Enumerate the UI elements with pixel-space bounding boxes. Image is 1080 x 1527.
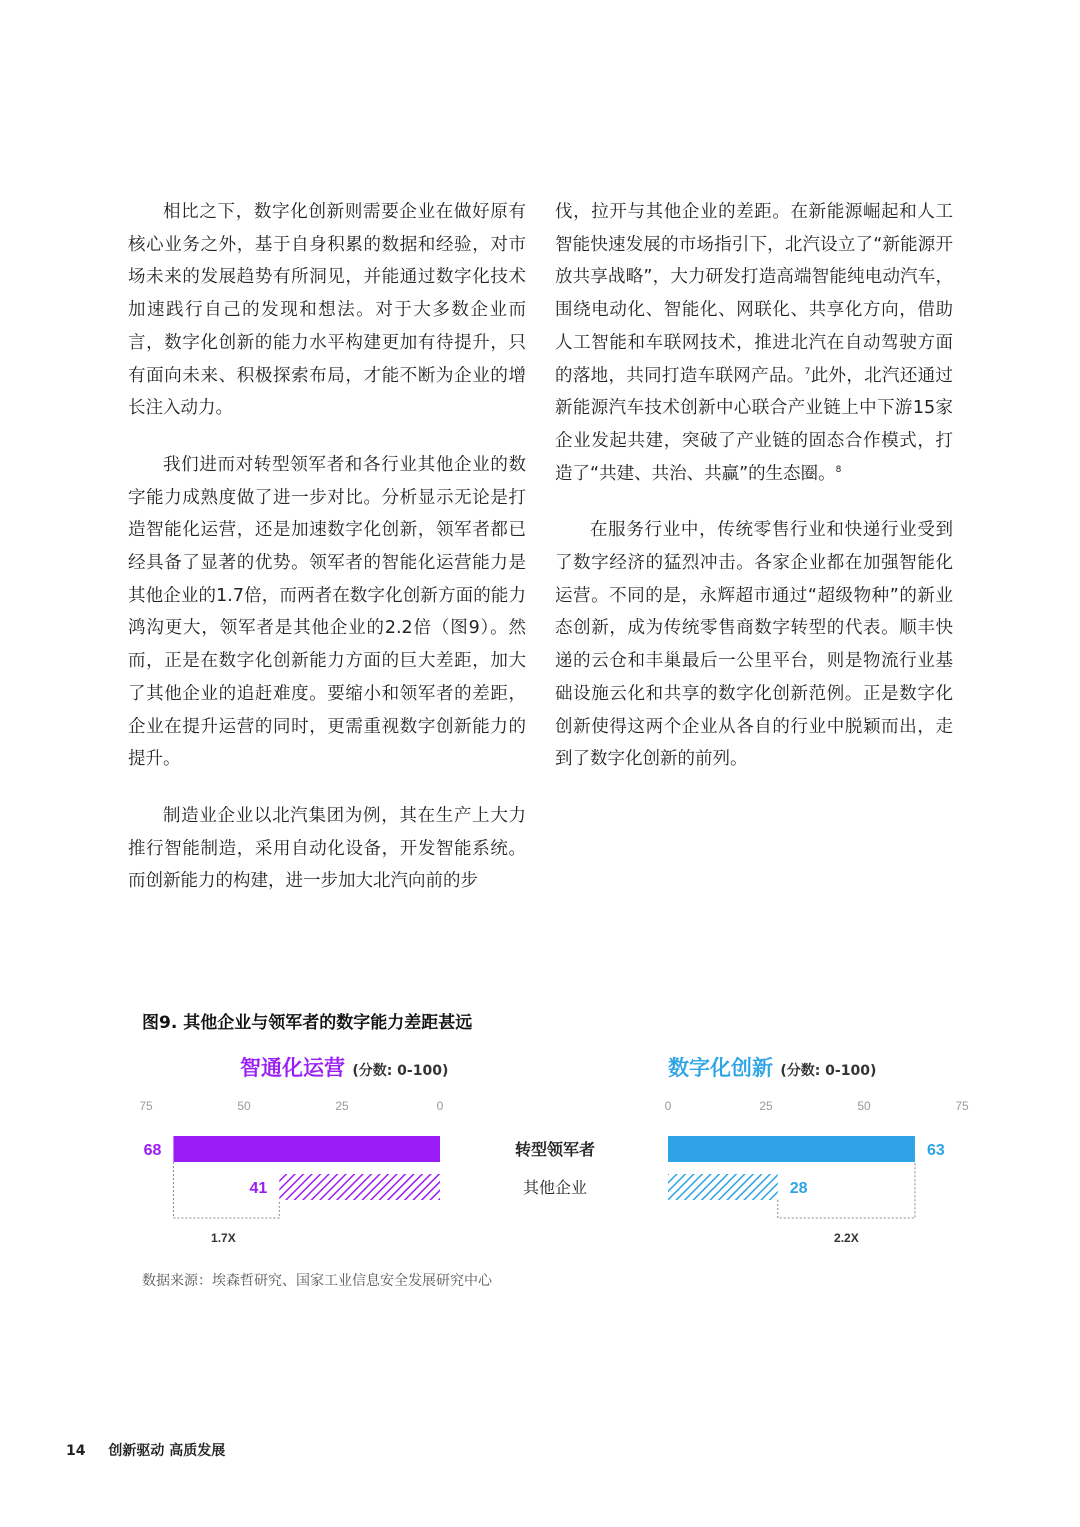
bar-leader-innovation [668, 1136, 915, 1162]
page-footer [66, 1440, 225, 1460]
figure-title: 图9. 其他企业与领军者的数字能力差距甚远 [142, 1013, 473, 1033]
paragraph: 我们进而对转型领军者和各行业其他企业的数字能力成熟度做了进一步对比。分析显示无论是打造智能化运营，还是加速数字化创新，领军者都已经具备了显著的优势。领军者的智能化运营能力是其他企业的1.7倍，而两者在数字化创新方面的能力鸿沟更大，领军者是其他企业的2.2倍（图9）。然而，正是在数字化创新能力方面的巨大差距，加大了其他企业的追赶难度。要缩小和领军者的差距，企业在提升运营的同时，更需重视数字创新能力的提升。 [128, 454, 526, 770]
footnote-ref: 7 [804, 366, 811, 377]
value-label-others-innovation: 28 [789, 1180, 808, 1197]
chart-unit-label: (分数: 0-100) [352, 1063, 449, 1079]
value-label-others-operations: 41 [249, 1180, 268, 1197]
value-label-leader-innovation: 63 [926, 1142, 945, 1159]
paragraph: 在服务行业中，传统零售行业和快递行业受到了数字经济的猛烈冲击。各家企业都在加强智能化运营。不同的是，永辉超市通过“超级物种”的新业态创新，成为传统零售商数字转型的代表。顺丰快递的云仓和丰巢最后一公里平台，则是物流行业基础设施云化和共享的数字化创新范例。正是数字化创新使得这两个企业从各自的行业中脱颖而出，走到了数字化创新的前列。 [555, 520, 953, 770]
paragraph: 制造业企业以北汽集团为例，其在生产上大力推行智能制造，采用自动化设备，开发智能系统。而创新能力的构建，进一步加大北汽向前的步 [128, 805, 526, 892]
axis-tick-label: 75 [955, 1099, 969, 1113]
value-label-leader-operations: 68 [143, 1142, 162, 1159]
page-number: 14 [66, 1443, 86, 1459]
axis-tick-label: 50 [857, 1099, 871, 1113]
chart-unit-label: (分数: 0-100) [780, 1063, 877, 1079]
axis-tick-label: 75 [139, 1099, 153, 1113]
footnote-ref: 8 [835, 464, 842, 475]
paragraph: 相比之下，数字化创新则需要企业在做好原有核心业务之外，基于自身积累的数据和经验，对市场未来的发展趋势有所洞见，并能通过数字化技术加速践行自己的发现和想法。对于大多数企业而言，数字化创新的能力水平构建更加有待提升，只有面向未来、积极探索布局，才能不断为企业的增长注入动力。 [128, 202, 526, 419]
category-label-others: 其他企业 [522, 1178, 588, 1197]
data-source: 数据来源：埃森哲研究、国家工业信息安全发展研究中心 [142, 1273, 492, 1289]
axis-tick-label: 0 [664, 1099, 672, 1113]
axis-tick-label: 25 [335, 1099, 349, 1113]
axis-tick-label: 50 [237, 1099, 251, 1113]
axis-tick-label: 25 [759, 1099, 773, 1113]
chart-title-text: 数字化创新 [668, 1056, 773, 1080]
axis-tick-label: 0 [436, 1099, 444, 1113]
bar-others-operations [279, 1174, 440, 1200]
bar-others-innovation [668, 1174, 778, 1200]
paragraph-text: 伐，拉开与其他企业的差距。在新能源崛起和人工智能快速发展的市场指引下，北汽设立了“新能源开放共享战略”，大力研发打造高端智能纯电动汽车，围绕电动化、智能化、网联化、共享化方向，借助人工智能和车联网技术，推进北汽在自动驾驶方面的落地，共同打造车联网产品。 [555, 202, 953, 386]
ratio-label-innovation: 2.2X [834, 1231, 859, 1245]
bar-leader-operations [173, 1136, 440, 1162]
category-label-leader: 转型领军者 [514, 1140, 596, 1159]
chart-title-text: 智通化运营 [240, 1056, 345, 1080]
footer-title: 创新驱动 高质发展 [108, 1443, 226, 1459]
ratio-label-operations: 1.7X [211, 1231, 236, 1245]
paragraph-text: 此外，北汽还通过新能源汽车技术创新中心联合产业链上中下游15家企业发起共建，突破了产业链的固态合作模式，打造了“共建、共治、共赢”的生态圈。 [555, 365, 954, 484]
